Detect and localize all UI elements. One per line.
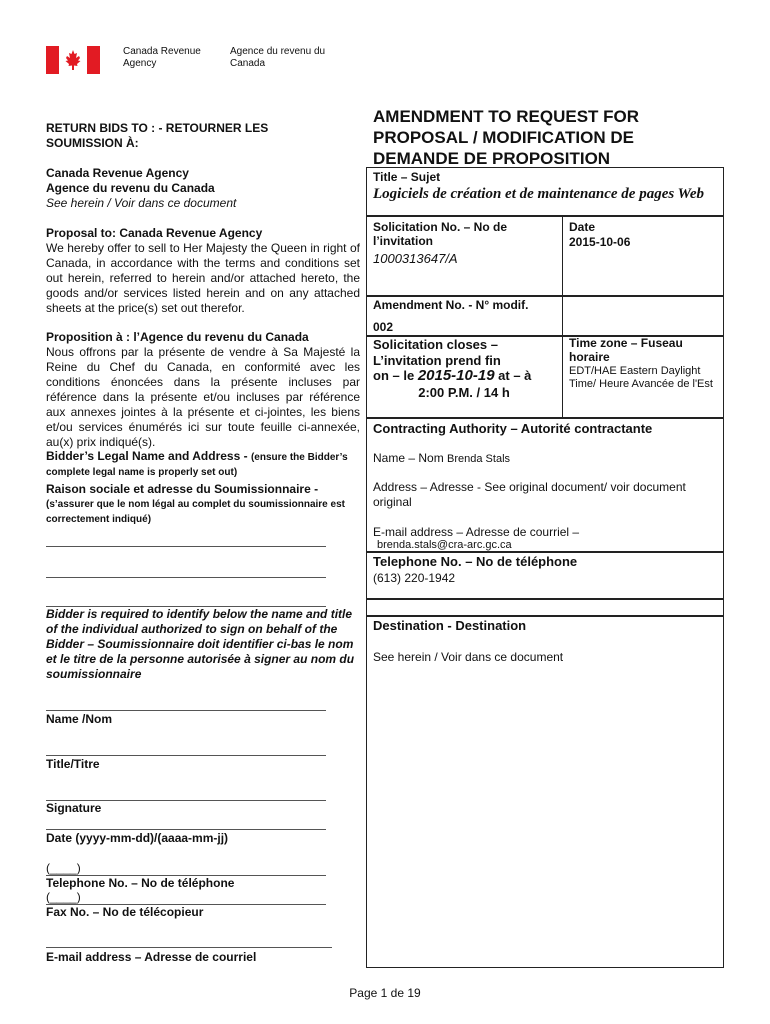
raison-note: (s’assurer que le nom légal au complet du soumissionnaire est correctement indiqué): [46, 499, 345, 525]
proposition-block: [46, 330, 360, 450]
contact-name-label: Name – Nom: [373, 451, 444, 465]
cra-name-fr: Agence du revenu du Canada: [46, 181, 215, 195]
phone-value: (613) 220-1942: [373, 571, 456, 585]
return-bids-heading: RETURN BIDS TO : - RETOURNER LES SOUMISSION À:: [46, 121, 269, 150]
closes-date-line: [373, 367, 531, 385]
agency-name-en: Canada Revenue Agency: [123, 46, 201, 69]
tel-label: Telephone No. – No de téléphone: [46, 876, 235, 890]
tel-area-code: (____): [46, 861, 81, 875]
bidder-name-line-2[interactable]: [46, 577, 326, 578]
name-line[interactable]: [46, 710, 326, 711]
contact-email-label: E-mail address – Adresse de courriel –: [373, 525, 580, 539]
closes-time: 2:00 P.M. / 14 h: [418, 385, 510, 400]
date-line[interactable]: [46, 829, 326, 830]
destination-box: [366, 615, 724, 968]
phone-label: Telephone No. – No de téléphone: [373, 554, 578, 569]
contact-name-value: Brenda Stals: [447, 453, 511, 465]
see-herein: See herein / Voir dans ce document: [46, 196, 237, 210]
email-label: E-mail address – Adresse de courriel: [46, 950, 257, 964]
proposal-text: We hereby offer to sell to Her Majesty the Queen in right of Canada, in accordance with the terms and conditions set out herein, referred to herein and/or attached hereto, the goods and/or services listed herein and on any attached sheets at the price(s) set out therefor.: [46, 241, 360, 315]
contracting-authority-box: [366, 417, 724, 553]
closes-label-1: Solicitation closes –: [373, 337, 498, 352]
contact-name-line: [373, 451, 510, 466]
agency-name-fr: Agence du revenu du Canada: [230, 46, 326, 69]
date-label: Date: [569, 220, 596, 234]
amendment-title: AMENDMENT TO REQUEST FOR PROPOSAL / MODIFICATION DE DEMANDE DE PROPOSITION: [373, 107, 640, 168]
return-address: [46, 166, 346, 211]
proposal-heading: Proposal to: Canada Revenue Agency: [46, 226, 263, 240]
title-line[interactable]: [46, 755, 326, 756]
cra-name-en: Canada Revenue Agency: [46, 166, 189, 180]
bidder-required-note: Bidder is required to identify below the name and title of the individual authorized to sign on behalf of the Bidder – Soumissionnaire doit identifier ci-bas le nom et le titre de la personne autorisée à signer au nom du soumissionnaire: [46, 607, 355, 681]
fax-label: Fax No. – No de télécopieur: [46, 905, 204, 919]
closing-divider: [562, 336, 563, 418]
solicitation-value: 1000313647/A: [373, 251, 458, 266]
destination-label: Destination - Destination: [373, 618, 527, 633]
canada-flag-icon: [46, 46, 100, 74]
closes-on: on – le: [373, 368, 415, 383]
raison-heading: Raison sociale et adresse du Soumissionnaire -: [46, 482, 319, 496]
timezone-value: EDT/HAE Eastern Daylight Time/ Heure Avancée de l'Est: [569, 365, 713, 390]
page-number: Page 1 de 19: [349, 986, 421, 1000]
closes-at: at – à: [498, 368, 532, 383]
title-value: Logiciels de création et de maintenance de pages Web: [373, 186, 705, 202]
amendment-value: 002: [373, 320, 394, 334]
closes-label-2: L’invitation prend fin: [373, 353, 501, 368]
telephone-box: [366, 551, 724, 600]
contracting-label: Contracting Authority – Autorité contractante: [373, 421, 653, 436]
date-label: Date (yyyy-mm-dd)/(aaaa-mm-jj): [46, 831, 229, 845]
signature-label: Signature: [46, 801, 102, 815]
closes-date: 2015-10-19: [417, 367, 495, 384]
solicitation-box: [366, 215, 724, 297]
amendment-box: [366, 295, 724, 337]
contact-address: Address – Adresse - See original document/ voir document original: [373, 480, 686, 509]
proposition-heading: Proposition à : l’Agence du revenu du Canada: [46, 330, 309, 344]
closing-box: [366, 335, 724, 419]
bidder-legal-name-block: [46, 449, 360, 527]
bidder-name-line-1[interactable]: [46, 546, 326, 547]
title-label: Title – Sujet: [373, 170, 441, 184]
date-value: 2015-10-06: [569, 235, 631, 249]
name-label: Name /Nom: [46, 712, 113, 726]
destination-value: See herein / Voir dans ce document: [373, 650, 564, 664]
fax-area-code: (____): [46, 890, 81, 904]
amendment-label: Amendment No. - N° modif.: [373, 298, 529, 312]
legal-name-note: (ensure the Bidder’s complete legal name is properly set out): [46, 452, 348, 478]
email-line[interactable]: [46, 947, 332, 948]
proposal-block: [46, 226, 360, 316]
contact-email-value[interactable]: brenda.stals@cra-arc.gc.ca: [377, 539, 512, 551]
title-label: Title/Titre: [46, 757, 100, 771]
title-box: [366, 167, 724, 217]
legal-name-heading: Bidder’s Legal Name and Address -: [46, 449, 251, 463]
proposition-text: Nous offrons par la présente de vendre à Sa Majesté la Reine du Chef du Canada, en conformité avec les conditions énoncées dans la présente incluses par référence dans la présente et/ou incluses par référence aux annexes jointes à la présente et ci-jointes, les biens et/ou services énumérés ici sur toute feuille ci-annexée, au(x) prix indiqué(s).: [46, 345, 360, 449]
solicitation-label: Solicitation No. – No de l’invitation: [373, 220, 508, 248]
timezone-label: Time zone – Fuseau horaire: [569, 336, 683, 364]
